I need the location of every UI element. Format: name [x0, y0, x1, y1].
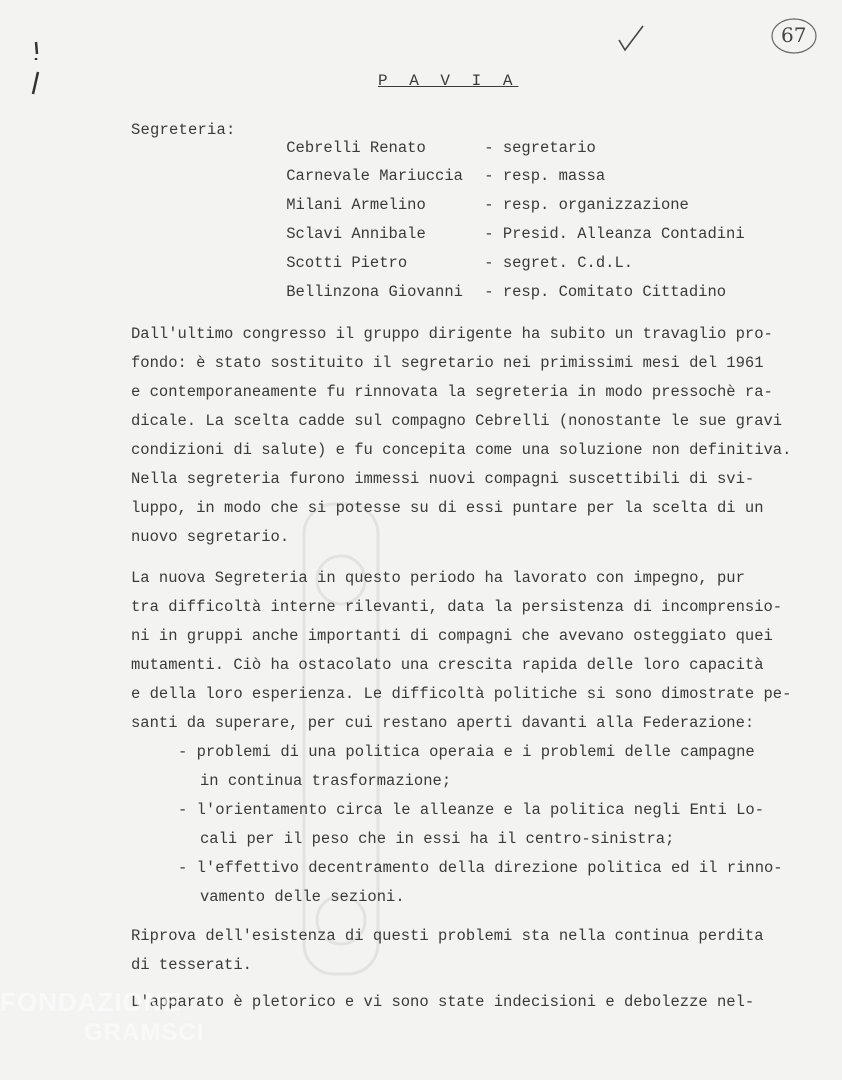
fondazione-gramsci-watermark: [0, 985, 230, 1080]
text-line: Dall'ultimo congresso il gruppo dirigente ha subito un travaglio pro-: [131, 325, 773, 343]
member-name: Carnevale Mariuccia: [286, 167, 463, 185]
member-role: - segretario: [484, 139, 596, 157]
text-line: ni in gruppi anche importanti di compagni che avevano osteggiato quei: [131, 627, 773, 645]
member-row: [249, 265, 726, 319]
paragraph: [131, 988, 831, 1017]
member-role: - Presid. Alleanza Contadini: [484, 225, 745, 243]
check-mark-icon: [616, 24, 646, 54]
text-line: nuovo segretario.: [131, 528, 290, 546]
text-line: L'apparato è pletorico e vi sono state indecisioni e debolezze nel-: [131, 993, 755, 1011]
text-line: dicale. La scelta cadde sul compagno Cebrelli (nonostante le sue gravi: [131, 412, 783, 430]
page-title: P A V I A: [378, 72, 519, 90]
archive-stamp: [296, 500, 386, 980]
text-line: La nuova Segreteria in questo periodo ha lavorato con impegno, pur: [131, 569, 745, 587]
bullet-continuation: in continua trasformazione;: [200, 772, 452, 790]
member-role: - resp. organizzazione: [484, 196, 689, 214]
member-name: Cebrelli Renato: [286, 139, 426, 157]
bullet-item: - problemi di una politica operaia e i problemi delle campagne: [178, 743, 755, 761]
member-role: - resp. massa: [484, 167, 606, 185]
bullet-list: [178, 738, 838, 912]
member-name: Scotti Pietro: [286, 254, 408, 272]
member-name: Sclavi Annibale: [286, 225, 426, 243]
text-line: santi da superare, per cui restano aperti davanti alla Federazione:: [131, 714, 755, 732]
text-line: condizioni di salute) e fu concepita come una soluzione non definitiva.: [131, 441, 792, 459]
member-role: - segret. C.d.L.: [484, 254, 634, 272]
page-number: 67: [781, 23, 807, 47]
segreteria-label: Segreteria:: [131, 121, 236, 139]
left-margin-marks: [26, 38, 46, 98]
paragraph: [131, 564, 831, 738]
paragraph: [131, 320, 831, 552]
text-line: e contemporaneamente fu rinnovata la segreteria in modo pressochè ra-: [131, 383, 773, 401]
page-number-circle: [770, 16, 820, 56]
text-line: tra difficoltà interne rilevanti, data la persistenza di incomprensio-: [131, 598, 783, 616]
member-role: - resp. Comitato Cittadino: [484, 283, 727, 301]
text-line: Riprova dell'esistenza di questi problemi sta nella continua perdita: [131, 927, 764, 945]
bullet-continuation: cali per il peso che in essi ha il centro-sinistra;: [200, 830, 675, 848]
watermark-line: FONDAZIONE: [0, 987, 182, 1017]
text-line: Nella segreteria furono immessi nuovi compagni suscettibili di svi-: [131, 470, 755, 488]
text-line: mutamenti. Ciò ha ostacolato una crescita rapida delle loro capacità: [131, 656, 764, 674]
paragraph: [131, 922, 831, 980]
member-name: Milani Armelino: [286, 196, 426, 214]
text-line: e della loro esperienza. Le difficoltà politiche si sono dimostrate pe-: [131, 685, 792, 703]
bullet-item: - l'effettivo decentramento della direzione politica ed il rinno-: [178, 859, 783, 877]
text-line: fondo: è stato sostituito il segretario nei primissimi mesi del 1961: [131, 354, 764, 372]
text-line: luppo, in modo che si potesse su di essi puntare per la scelta di un: [131, 499, 764, 517]
watermark-line: GRAMSCI: [84, 1019, 205, 1046]
member-name: Bellinzona Giovanni: [286, 283, 463, 301]
bullet-item: - l'orientamento circa le alleanze e la politica negli Enti Lo-: [178, 801, 764, 819]
bullet-continuation: vamento delle sezioni.: [200, 888, 405, 906]
text-line: di tesserati.: [131, 956, 252, 974]
